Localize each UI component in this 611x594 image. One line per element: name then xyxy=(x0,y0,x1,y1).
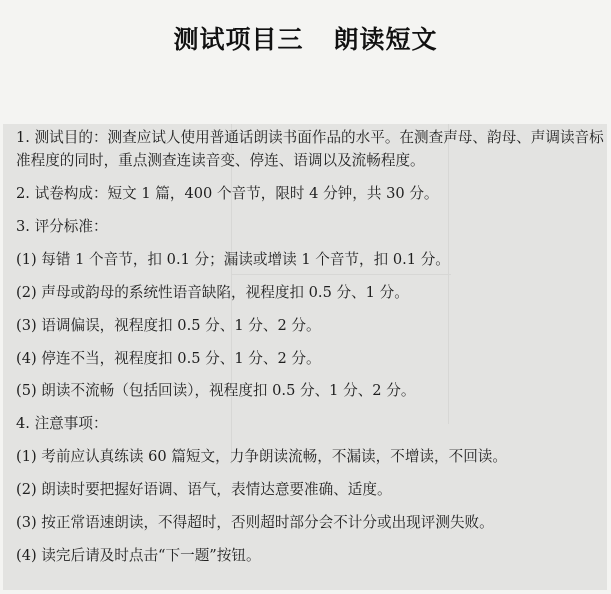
note-2: (2) 朗读时要把握好语调、语气，表情达意要准确、适度。 xyxy=(16,481,392,499)
title-part-2: 朗读短文 xyxy=(333,25,438,54)
scoring-rule-1: (1) 每错 1 个音节，扣 0.1 分；漏读或增读 1 个音节，扣 0.1 分。 xyxy=(16,250,450,268)
note-4: (4) 读完后请及时点击“下一题”按钮。 xyxy=(16,547,261,565)
scoring-rule-5: (5) 朗读不流畅（包括回读），视程度扣 0.5 分、1 分、2 分。 xyxy=(16,382,416,400)
item-paper-structure: 2. 试卷构成：短文 1 篇，400 个音节，限时 4 分钟，共 30 分。 xyxy=(16,184,439,202)
title-part-1: 测试项目三 xyxy=(173,25,304,54)
note-1: (1) 考前应认真练读 60 篇短文，力争朗读流畅，不漏读，不增读，不回读。 xyxy=(16,448,507,466)
item-notes-heading: 4. 注意事项： xyxy=(16,415,108,433)
item-purpose: 1. 测试目的：测查应试人使用普通话朗读书面作品的水平。在测查声母、韵母、声调读音标准程度的同时，重点测查连读音变、停连、语调以及流畅程度。 xyxy=(16,129,604,169)
note-3: (3) 按正常语速朗读，不得超时，否则超时部分会不计分或出现评测失败。 xyxy=(16,514,494,532)
scoring-rule-4: (4) 停连不当，视程度扣 0.5 分、1 分、2 分。 xyxy=(16,349,321,367)
scoring-rule-3: (3) 语调偏误，视程度扣 0.5 分、1 分、2 分。 xyxy=(16,316,321,334)
page-title xyxy=(0,20,611,56)
item-scoring-heading: 3. 评分标准： xyxy=(16,217,108,235)
scoring-rule-2: (2) 声母或韵母的系统性语音缺陷，视程度扣 0.5 分、1 分。 xyxy=(16,283,409,301)
instructions-body xyxy=(16,127,604,578)
